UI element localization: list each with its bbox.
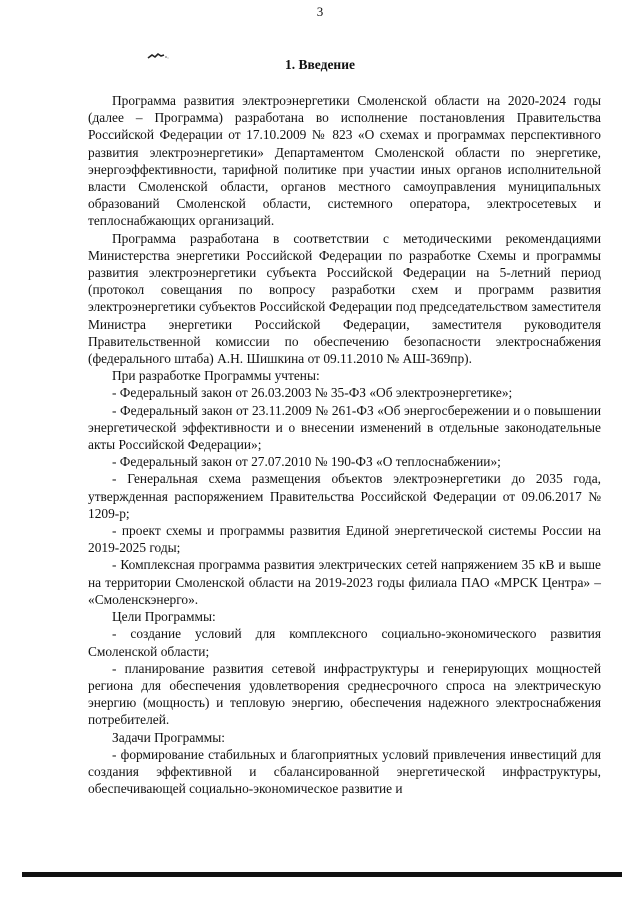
list-item-law-261fz: - Федеральный закон от 23.11.2009 № 261-ФЗ «Об энергосбережении и о повышении энергетической эффективности и о внесении изменений в отдельные законодательные акты Российской Федерации»; (88, 402, 601, 453)
page-number: 3 (316, 4, 324, 19)
paragraph-tasks-header: Задачи Программы: (112, 729, 225, 745)
list-item-complex-program: - Комплексная программа развития электрических сетей напряжением 35 кВ и выше на территории Смоленской области на 2019-2023 годы филиала ПАО «МРСК Центра» – «Смоленскэнерго». (88, 557, 601, 607)
list-item-goal-planning: - планирование развития сетевой инфраструктуры и генерирующих мощностей региона для обеспечения удовлетворения среднесрочного спроса на электрическую энергию (мощность) и тепловую энергию, обеспечения надежного электроснабжения потребителей. (88, 660, 601, 728)
list-item-task-investment: - формирование стабильных и благоприятных условий привлечения инвестиций для создания эффективной и сбалансированной энергетической инфраструктуры, обеспечивающей социально-экономическое развитие и (88, 746, 601, 797)
list-item-law-190fz: - Федеральный закон от 27.07.2010 № 190-ФЗ «О теплоснабжении»; (112, 454, 501, 470)
paragraph-goals-header: Цели Программы: (112, 609, 216, 625)
body-text (88, 92, 601, 797)
paragraph-considered-header: При разработке Программы учтены: (112, 368, 320, 384)
list-item-law-35fz: - Федеральный закон от 26.03.2003 № 35-ФЗ «Об электроэнергетике»; (112, 385, 513, 401)
list-item-general-scheme: - Генеральная схема размещения объектов электроэнергетики до 2035 года, утвержденная распоряжением Правительства Российской Федерации от 09.06.2017 № 1209-р; (88, 471, 601, 521)
list-item-goal-development: - создание условий для комплексного социально-экономического развития Смоленской области; (88, 626, 601, 659)
paragraph-intro: Программа развития электроэнергетики Смоленской области на 2020-2024 годы (далее – Программа) разработана во исполнение постановления Правительства Российской Федерации от 17.10.2009 № 823 «О схемах и программах перспективного развития электроэнергетики» Департаментом Смоленской области по энергетике, энергоэффективности, тарифной политике при участии иных органов исполнительной власти Смоленской области, органов местного самоуправления муниципальных образований Смоленской области, системного оператора, электросетевых и теплоснабжающих организаций. (88, 93, 601, 229)
scan-bottom-edge (22, 872, 622, 877)
section-heading: 1. Введение (285, 57, 355, 72)
paragraph-methodology: Программа разработана в соответствии с методическими рекомендациями Министерства энергетики Российской Федерации по разработке Схемы и программы развития электроэнергетики субъекта Российской Федерации на 5-летний период (протокол совещания по вопросу разработки схем и программ развития электроэнергетики субъектов Российской Федерации под председательством заместителя Министра энергетики Российской Федерации, заместителя руководителя Правительственной комиссии по обеспечению безопасности электроснабжения (федерального штаба) А.Н. Шишкина от 09.11.2010 № АШ-369пр). (88, 230, 601, 367)
list-item-ees-project: - проект схемы и программы развития Единой энергетической системы России на 2019-2025 годы; (88, 523, 601, 556)
